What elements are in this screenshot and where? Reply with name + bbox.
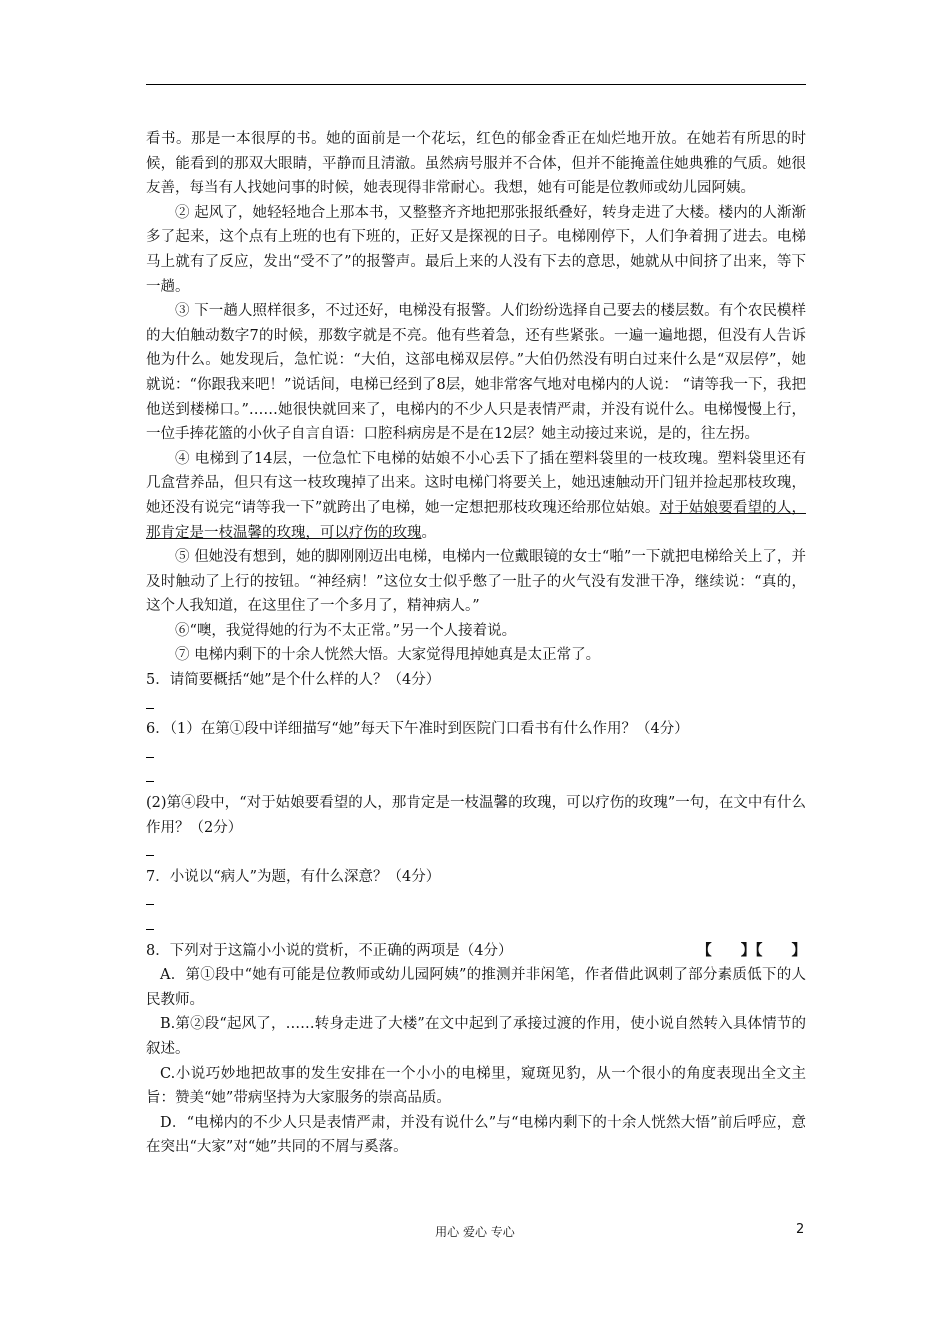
paragraph-3: ③ 下一趟人照样很多，不过还好，电梯没有报警。人们纷纷选择自己要去的楼层数。有个农民模样的大伯触动数字7的时候，那数字就是不亮。他有些着急，还有些紧张。一遍一遍地摁，但没有人告诉他为什么。她发现后，急忙说：“大伯，这部电梯双层停。”大伯仍然没有明白过来什么是“双层停”，她就说：“你跟我来吧！”说话间，电梯已经到了8层，她非常客气地对电梯内的人说： “请等我一下，我把他送到楼梯口。”……她很快就回来了，电梯内的不少人只是表情严肃，并没有说什么。电梯慢慢上行，一位手捧花篮的小伙子自言自语：口腔科病房是不是在12层？她主动接过来说，是的，往左拐。: [146, 303, 806, 443]
option-c: C.小说巧妙地把故事的发生安排在一个小小的电梯里，窥斑见豹，从一个很小的角度表现出全文主旨：赞美“她”带病坚持为大家服务的崇高品质。: [146, 1065, 806, 1107]
answer-line-6-1a[interactable]: [146, 742, 806, 767]
option-b: B.第②段“起风了，……转身走进了大楼”在文中起到了承接过渡的作用，使小说自然转入具体情节的叙述。: [146, 1016, 806, 1057]
document-body: [146, 127, 806, 1160]
question-6-1: 6．（1）在第①段中详细描写“她”每天下午准时到医院门口看书有什么作用？（4分）: [146, 721, 689, 738]
header-rule: [146, 84, 806, 85]
paragraph-4: [146, 447, 806, 545]
question-7: 7．小说以“病人”为题，有什么深意？（4分）: [146, 868, 441, 885]
question-5: 5．请简要概括“她”是个什么样的人？（4分）: [146, 672, 441, 689]
paragraph-1-continued: 看书。那是一本很厚的书。她的面前是一个花坛，红色的郁金香正在灿烂地开放。在她若有所思的时候，能看到的那双大眼睛，平静而且清澈。虽然病号服并不合体，但并不能掩盖住她典雅的气质。她很友善，每当有人找她问事的时候，她表现得非常耐心。我想，她有可能是位教师或幼儿园阿姨。: [146, 131, 806, 197]
option-a: A．第①段中“她有可能是位教师或幼儿园阿姨”的推测并非闲笔，作者借此讽刺了部分素质低下的人民教师。: [146, 967, 806, 1008]
paragraph-5: ⑤ 但她没有想到，她的脚刚刚迈出电梯，电梯内一位戴眼镜的女士“啪”一下就把电梯给关上了，并及时触动了上行的按钮。“神经病！”这位女士似乎憋了一肚子的火气没有发泄干净，继续说：“真的，这个人我知道，在这里住了一个多月了，精神病人。”: [146, 549, 806, 615]
paragraph-2: ② 起风了，她轻轻地合上那本书，又整整齐齐地把那张报纸叠好，转身走进了大楼。楼内的人渐渐多了起来，这个点有上班的也有下班的，正好又是探视的日子。电梯刚停下，人们争着拥了进去。电梯马上就有了反应，发出“受不了”的报警声。最后上来的人没有下去的意思，她就从中间挤了出来，等下一趟。: [146, 204, 806, 295]
question-8-text: 8．下列对于这篇小小说的赏析，不正确的两项是（4分）: [146, 942, 513, 959]
answer-line-6-1b[interactable]: [146, 766, 806, 791]
question-6-2: (2)第④段中，“对于姑娘要看望的人，那肯定是一枝温馨的玫瑰，可以疗伤的玫瑰”一句，在文中有什么作用？（2分）: [146, 795, 806, 836]
paragraph-7: ⑦ 电梯内剩下的十余人恍然大悟。大家觉得甩掉她真是太正常了。: [175, 647, 601, 664]
paragraph-4-text: ④ 电梯到了14层，一位急忙下电梯的姑娘不小心丢下了插在塑料袋里的一枝玫瑰。塑料袋里还有几盒营养品，但只有这一枝玫瑰掉了出来。这时电梯门将要关上，她迅速触动开门钮并捡起那枝玫瑰，她还没有说完“请等我一下”就跨出了电梯，她一定想把那枝玫瑰还给那位姑娘。: [146, 450, 806, 516]
underlined-sentence: 对于姑娘要看望的人，那肯定是一枝温馨的玫瑰，可以疗伤的玫瑰: [146, 499, 806, 541]
paragraph-6: ⑥“噢，我觉得她的行为不太正常。”另一个人接着说。: [175, 622, 517, 639]
answer-brackets[interactable]: 【 】【 】: [697, 941, 806, 959]
answer-line-7b[interactable]: [146, 914, 806, 939]
paragraph-4-end: 。: [421, 524, 436, 541]
footer-slogan: 用心 爱心 专心: [435, 1225, 515, 1239]
answer-line-5[interactable]: [146, 693, 806, 718]
answer-line-7a[interactable]: [146, 889, 806, 914]
answer-line-6-2[interactable]: [146, 840, 806, 865]
option-d: D．“电梯内的不少人只是表情严肃，并没有说什么”与“电梯内剩下的十余人恍然大悟”前后呼应，意在突出“大家”对“她”共同的不屑与奚落。: [146, 1114, 806, 1156]
page-number: 2: [796, 1222, 805, 1237]
question-8: [146, 939, 806, 964]
